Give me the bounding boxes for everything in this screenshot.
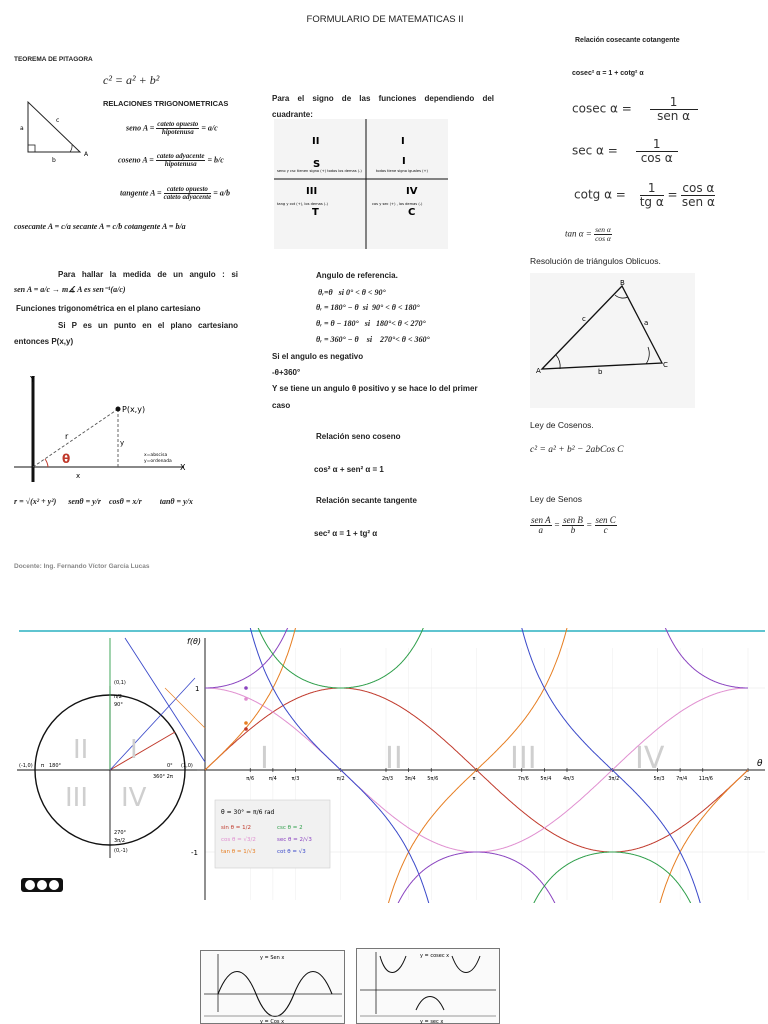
quad-III-desc: tang y cot (+), los demas (-) [277, 202, 328, 206]
cart-label-x: x [76, 472, 81, 480]
seno-formula: seno A = $\frac{\text{cateto opuesto}}{\text{hipotenusa}}$ = a/c [126, 120, 218, 137]
x-tick-label: π [472, 776, 476, 782]
circle-label-deg180: 180° [49, 763, 62, 769]
cart-note-ordenada: y=ordenada [144, 459, 172, 464]
quad-III: III [306, 186, 318, 197]
tri-label-c: c [56, 117, 60, 124]
cartesian-para-2: entonces P(x,y) [14, 337, 74, 346]
x-tick-label: 2π/3 [382, 776, 394, 782]
quad-IV-desc: cos y sec (+) , los demas (-) [372, 202, 423, 206]
obl-label-B: B [620, 279, 625, 287]
circle-roman-II: II [73, 735, 89, 765]
thumb-right-title: y = cosec x [420, 953, 450, 959]
ley-cosenos-formula: c² = a² + b² − 2abCos C [530, 445, 624, 455]
cart-label-Y: Y [30, 375, 35, 384]
rel-seno-heading: Relación seno coseno [316, 432, 401, 441]
rel-seno-formula: cos² α + sen² α = 1 [314, 465, 384, 474]
quadrant-sign-diagram [274, 119, 448, 249]
unit-circle [17, 638, 205, 858]
graph-roman-II: II [385, 741, 403, 776]
theta-axis-label: θ [757, 759, 763, 769]
x-tick-label: π/6 [246, 776, 255, 782]
document-title: FORMULARIO DE MATEMATICAS II [306, 14, 464, 25]
cart-label-y: y [120, 439, 125, 447]
ref-angle-2: θᵣ = 180° − θ si 90° < θ < 180° [316, 303, 420, 312]
signo-para-1: Para el signo de las funciones dependiendo del [272, 94, 494, 103]
legend-csc: csc θ = 2 [277, 825, 303, 831]
circle-label-deg270: 270° [114, 830, 127, 836]
ref-angle-4: θᵣ = 360° − θ si 270°< θ < 360° [316, 335, 430, 344]
ref-angle-3: θᵣ = θ − 180° si 180°< θ < 270° [316, 319, 426, 328]
circle-label-minus-one-zero: (-1,0) [19, 763, 33, 769]
negative-angle-1: Si el angulo es negativo [272, 352, 364, 361]
x-tick-label: π/3 [291, 776, 300, 782]
quad-II: II [312, 136, 320, 147]
circle-roman-I: I [130, 735, 138, 765]
circle-label-threehalfpi: 3π/2 [114, 838, 126, 844]
rel-sec-heading: Relación secante tangente [316, 496, 417, 505]
tan-def: tan α = $\frac{\text{sen α}}{\text{cos α}}$ [565, 225, 611, 243]
cartesian-heading: Funciones trigonométrica en el plano cartesiano [16, 304, 201, 313]
negative-angle-3: Y se tiene un angulo θ positivo y se hace lo del primer [272, 384, 478, 393]
docente-footer: Docente: Ing. Fernando Víctor García Lucas [14, 563, 150, 570]
x-tick-label: π/4 [268, 776, 277, 782]
cotg-def: cotg α = $\frac{1}{\text{tg α}}$ = $\frac{\text{cos α}}{\text{sen α}}$ [574, 181, 715, 209]
ref-angle-1: θᵣ=θ si 0° < θ < 90° [318, 288, 386, 297]
circle-label-deg0: 0° [167, 763, 173, 769]
oblique-heading: Resolución de triángulos Oblicuos. [530, 256, 661, 266]
angle-measure-para-1: Para hallar la medida de un angulo : si [58, 270, 238, 279]
x-tick-label: 5π/6 [427, 776, 439, 782]
f-theta-label: f(θ) [187, 637, 201, 646]
x-tick-label: 7π/6 [517, 776, 529, 782]
graph-roman-IV: IV [635, 741, 665, 776]
trig-heading: RELACIONES TRIGONOMETRICAS [103, 99, 229, 108]
circle-label-pi: π [41, 763, 45, 769]
thumb-right-title-2: y = sec x [420, 1019, 444, 1024]
thumb-left-title-2: y = Cos x [260, 1019, 285, 1024]
x-tick-label: 3π/4 [404, 776, 416, 782]
coseno-formula: coseno A = $\frac{\text{cateto adyacente}}{\text{hipotenusa}}$ = b/c [118, 152, 224, 169]
legend-title: θ = 30° = π/6 rad [221, 809, 275, 816]
csc-sec-thumbnail [356, 948, 500, 1024]
legend-tan: tan θ = 1/√3 [221, 849, 256, 855]
x-tick-label: π/2 [336, 776, 345, 782]
graph-roman-I: I [260, 741, 269, 776]
sin-cos-thumbnail [200, 950, 345, 1024]
circle-label-one-zero: (1,0) [181, 763, 193, 769]
quad-S: S [313, 159, 321, 170]
quad-IV: IV [406, 186, 418, 197]
graph-roman-III: III [510, 741, 537, 776]
x-tick-label: 5π/4 [540, 776, 552, 782]
obl-label-a: a [644, 319, 649, 327]
right-triangle-diagram [14, 94, 94, 166]
cartesian-point-diagram [10, 372, 195, 484]
circle-label-deg90: 90° [114, 702, 123, 708]
obl-label-C: C [663, 361, 668, 369]
rel-sec-formula: sec² α = 1 + tg² α [314, 529, 378, 538]
sec-def: sec α = $\frac{1}{\text{cos α}}$ [572, 138, 678, 164]
ref-angle-heading: Angulo de referencia. [316, 271, 398, 280]
negative-angle-4: caso [272, 401, 291, 410]
ley-senos-formula: $\frac{\text{sen A}}{a}$ = $\frac{\text{sen B}}{b}$ = $\frac{\text{sen C}}{c}$ [531, 515, 616, 536]
circle-label-zero-minus-one: (0,-1) [114, 848, 128, 854]
x-tick-label: 5π/3 [653, 776, 665, 782]
quad-II-desc: seno y csc tienen signo (+) todos los demas (-) [277, 169, 362, 173]
tri-label-a: a [20, 125, 24, 132]
circle-roman-III: III [65, 783, 89, 813]
legend-sec: sec θ = 2/√3 [277, 837, 312, 843]
quad-I-letter: I [402, 156, 406, 167]
signo-para-2: cuadrante: [272, 110, 313, 119]
circle-label-deg360: 360° 2π [153, 774, 173, 780]
x-tick-label: 2π [744, 776, 751, 782]
cc-license-badge [21, 878, 63, 892]
cartesian-para-1: Si P es un punto en el plano cartesiano [58, 321, 238, 330]
circle-label-zero-one: (0,1) [114, 680, 126, 686]
cartesian-formulas: r = √(x² + y²) senθ = y/r cosθ = x/r tanθ = y/x [14, 497, 193, 506]
legend-box [215, 800, 330, 868]
circle-roman-IV: IV [121, 783, 147, 813]
cosec-def: cosec α = $\frac{1}{\text{sen α}}$ [572, 96, 698, 122]
tri-label-angle: A [84, 151, 89, 158]
pitagoras-heading: TEOREMA DE PITAGORA [14, 56, 93, 63]
legend-cot: cot θ = √3 [277, 849, 306, 855]
cart-note-abscisa: x=abscisa [144, 453, 168, 458]
obl-label-b: b [598, 368, 603, 376]
obl-label-c: c [582, 315, 586, 323]
x-tick-label: 11π/6 [698, 776, 713, 782]
negative-angle-2: -θ+360° [272, 368, 301, 377]
quad-T: T [312, 207, 319, 218]
circle-label-halfpi: π/2 [114, 694, 122, 700]
cart-label-r: r [65, 432, 69, 441]
obl-label-A: A [536, 367, 541, 375]
quad-C: C [408, 207, 416, 218]
x-tick-label: 7π/4 [676, 776, 688, 782]
legend-sin: sin θ = 1/2 [221, 825, 251, 831]
trig-functions-graph [15, 628, 768, 903]
pitagoras-formula: c² = a² + b² [103, 73, 160, 87]
angle-measure-para-2: sen A = a/c → m∡ A es sen⁻¹(a/c) [14, 285, 126, 294]
quad-I-desc: todas tiene signo iguales (+) [376, 169, 428, 173]
quad-I: I [401, 136, 405, 147]
tangente-formula: tangente A = $\frac{\text{cateto opuesto}}{\text{cateto adyacente}}$ = a/b [120, 185, 231, 202]
reciprocal-formulas: cosecante A = c/a secante A = c/b cotangente A = b/a [14, 222, 186, 231]
x-tick-label: 4π/3 [563, 776, 575, 782]
y-tick-1: 1 [195, 685, 200, 693]
cart-label-P: P(x,y) [122, 405, 146, 414]
cart-label-theta: θ [62, 452, 71, 466]
cart-label-X: X [180, 463, 186, 472]
thumb-left-title: y = Sen x [260, 955, 285, 961]
ley-senos-heading: Ley de Senos [530, 494, 582, 504]
tri-label-b: b [52, 157, 56, 164]
oblique-triangle-diagram [530, 273, 695, 408]
x-tick-label: 3π/2 [608, 776, 620, 782]
legend-cos: cos θ = √3/2 [221, 837, 256, 843]
ley-cosenos-heading: Ley de Cosenos. [530, 420, 594, 430]
cosec-formula: cosec² α = 1 + cotg² α [572, 70, 644, 77]
cosec-heading: Relación cosecante cotangente [575, 37, 680, 44]
y-tick-minus-1: -1 [191, 849, 198, 857]
